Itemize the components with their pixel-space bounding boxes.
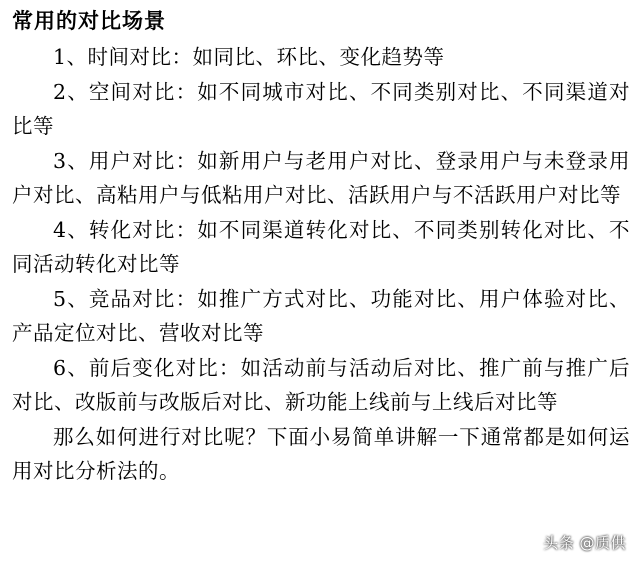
paragraph-before-after-comparison: 6、前后变化对比：如活动前与活动后对比、推广前与推广后对比、改版前与改版后对比、新功能上线前与上线后对比等 bbox=[12, 355, 630, 414]
paragraph-user-comparison: 3、用户对比：如新用户与老用户对比、登录用户与未登录用户对比、高粘用户与低粘用户对比、活跃用户与不活跃用户对比等 bbox=[12, 148, 630, 207]
paragraph-time-comparison: 1、时间对比：如同比、环比、变化趋势等 bbox=[53, 45, 445, 69]
document-title: 常用的对比场景 bbox=[12, 8, 166, 33]
watermark: 头条 @质供 bbox=[543, 534, 626, 552]
paragraph-competitor-comparison: 5、竞品对比：如推广方式对比、功能对比、用户体验对比、产品定位对比、营收对比等 bbox=[12, 286, 630, 345]
paragraph-space-comparison: 2、空间对比：如不同城市对比、不同类别对比、不同渠道对比等 bbox=[12, 79, 630, 138]
document-body bbox=[12, 6, 630, 489]
paragraph-conversion-comparison: 4、转化对比：如不同渠道转化对比、不同类别转化对比、不同活动转化对比等 bbox=[12, 217, 630, 276]
paragraph-conclusion: 那么如何进行对比呢？下面小易简单讲解一下通常都是如何运用对比分析法的。 bbox=[12, 424, 630, 483]
